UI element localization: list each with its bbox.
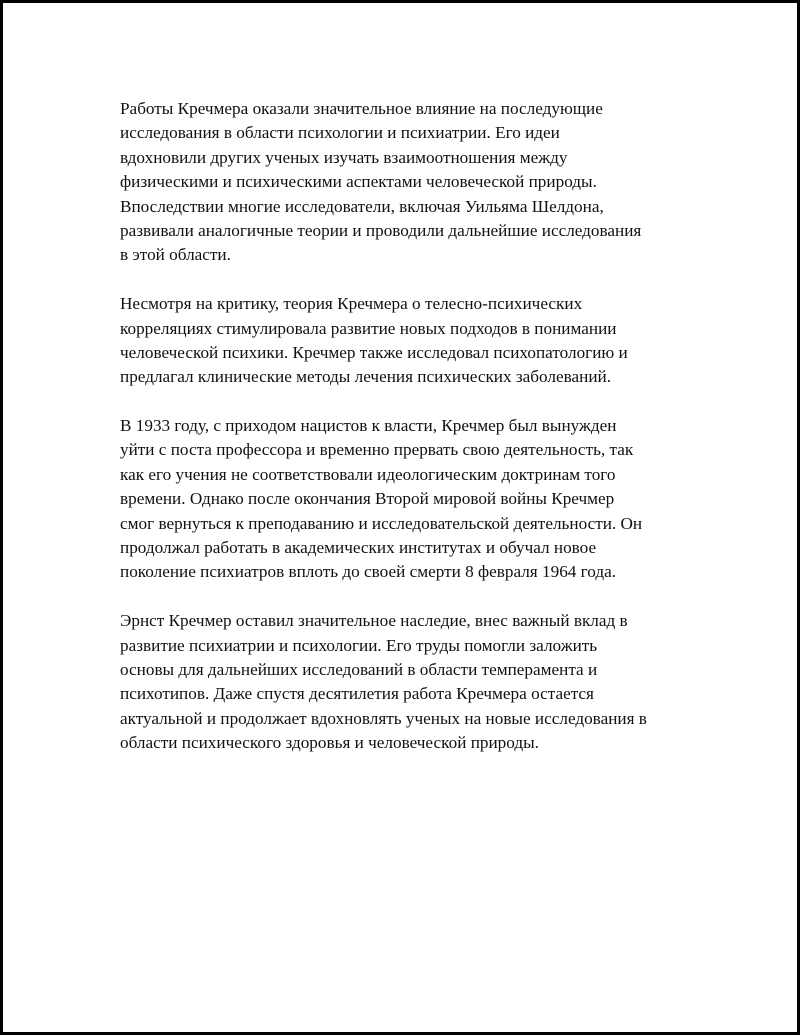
text-line: В 1933 году, с приходом нацистов к власти, Кречмер был вынужден [120,416,617,436]
text-line: вдохновили других ученых изучать взаимоотношения между [120,147,568,167]
text-line: предлагал клинические методы лечения психических заболеваний. [120,367,612,387]
text-line: актуальной и продолжает вдохновлять ученых на новые исследования в [120,708,647,728]
paragraph-3 [120,414,700,585]
text-line: основы для дальнейших исследований в области темперамента и [120,659,598,679]
text-line: смог вернуться к преподаванию и исследовательской деятельности. Он [120,513,643,533]
text-line: развивали аналогичные теории и проводили дальнейшие исследования [120,220,642,240]
text-line: поколение психиатров вплоть до своей смерти 8 февраля 1964 года. [120,562,617,582]
text-line: времени. Однако после окончания Второй мировой войны Кречмер [120,489,615,509]
text-line: человеческой психики. Кречмер также исследовал психопатологию и [120,342,628,362]
text-line: в этой области. [120,245,231,265]
text-line: Впоследствии многие исследователи, включая Уильяма Шелдона, [120,196,604,216]
text-line: как его учения не соответствовали идеологическим доктринам того [120,464,616,484]
text-line: развитие психиатрии и психологии. Его труды помогли заложить [120,635,598,655]
text-line: уйти с поста профессора и временно прервать свою деятельность, так [120,440,634,460]
paragraph-1 [120,97,700,268]
text-line: Несмотря на критику, теория Кречмера о телесно-психических [120,294,583,314]
text-line: продолжал работать в академических институтах и обучал новое [120,538,597,558]
paragraph-4 [120,609,700,755]
text-line: исследования в области психологии и психиатрии. Его идеи [120,123,560,143]
document-body [120,97,700,780]
text-line: физическими и психическими аспектами человеческой природы. [120,172,597,192]
text-line: области психического здоровья и человеческой природы. [120,733,539,753]
text-line: Эрнст Кречмер оставил значительное наследие, внес важный вклад в [120,611,628,631]
text-line: психотипов. Даже спустя десятилетия работа Кречмера остается [120,684,594,704]
text-line: корреляциях стимулировала развитие новых подходов в понимании [120,318,617,338]
text-line: Работы Кречмера оказали значительное влияние на последующие [120,99,603,118]
paragraph-2 [120,292,700,390]
